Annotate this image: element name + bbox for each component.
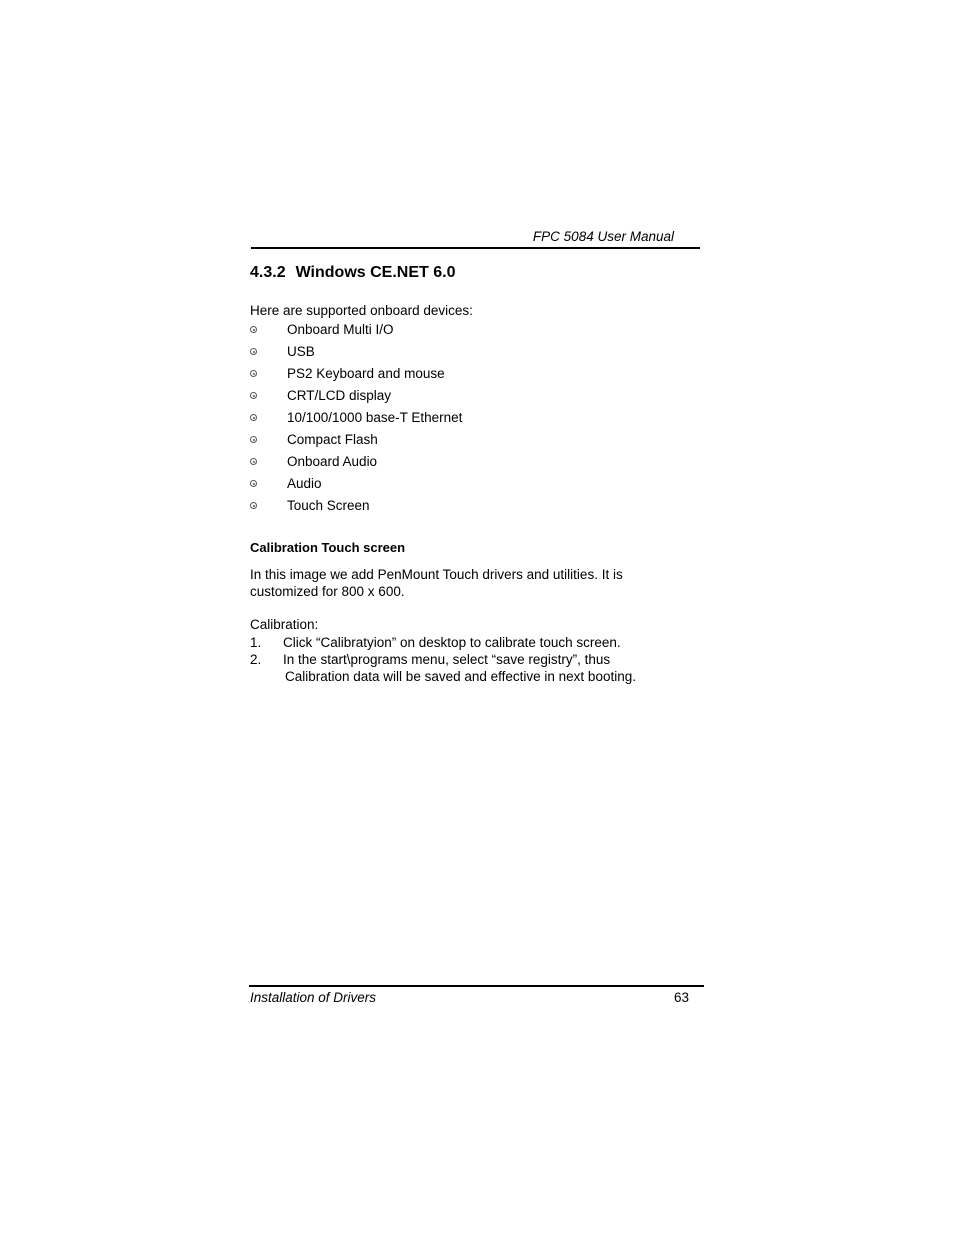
step-number: 2. xyxy=(250,652,262,667)
bullet-icon xyxy=(250,458,257,465)
bullet-icon xyxy=(250,502,257,509)
step-item xyxy=(250,634,636,651)
bullet-icon xyxy=(250,370,257,377)
device-label: Touch Screen xyxy=(287,498,370,513)
page-number: 63 xyxy=(673,990,689,1005)
calibration-steps xyxy=(250,634,636,685)
device-label: Compact Flash xyxy=(287,432,378,447)
device-label: 10/100/1000 base-T Ethernet xyxy=(287,410,463,425)
step-text: Click “Calibratyion” on desktop to calibrate touch screen. xyxy=(283,635,621,650)
step-text: In the start\programs menu, select “save registry”, thus xyxy=(283,652,611,667)
step-number: 1. xyxy=(250,635,262,650)
calibration-label: Calibration: xyxy=(250,617,319,632)
device-label: USB xyxy=(287,344,315,359)
footer-rule xyxy=(249,985,704,987)
step-item xyxy=(250,651,636,685)
device-label: CRT/LCD display xyxy=(287,388,392,403)
header-rule xyxy=(251,247,700,249)
section-heading xyxy=(250,263,455,282)
footer-chapter: Installation of Drivers xyxy=(250,990,377,1005)
calibration-paragraph: In this image we add PenMount Touch drivers and utilities. It is customized for 800 x 600. xyxy=(250,567,623,599)
device-label: Audio xyxy=(287,476,322,491)
running-header-title: FPC 5084 User Manual xyxy=(532,229,674,244)
intro-text: Here are supported onboard devices: xyxy=(250,303,473,318)
bullet-icon xyxy=(250,348,257,355)
bullet-icon xyxy=(250,392,257,399)
device-label: Onboard Multi I/O xyxy=(287,322,394,337)
calibration-heading: Calibration Touch screen xyxy=(250,540,406,555)
bullet-icon xyxy=(250,414,257,421)
section-title: Windows CE.NET 6.0 xyxy=(295,264,456,281)
bullet-icon xyxy=(250,436,257,443)
step-continuation: Calibration data will be saved and effective in next booting. xyxy=(285,669,636,684)
device-label: Onboard Audio xyxy=(287,454,378,469)
device-label: PS2 Keyboard and mouse xyxy=(287,366,445,381)
section-number: 4.3.2 xyxy=(250,264,286,281)
bullet-icon xyxy=(250,480,257,487)
bullet-icon xyxy=(250,326,257,333)
